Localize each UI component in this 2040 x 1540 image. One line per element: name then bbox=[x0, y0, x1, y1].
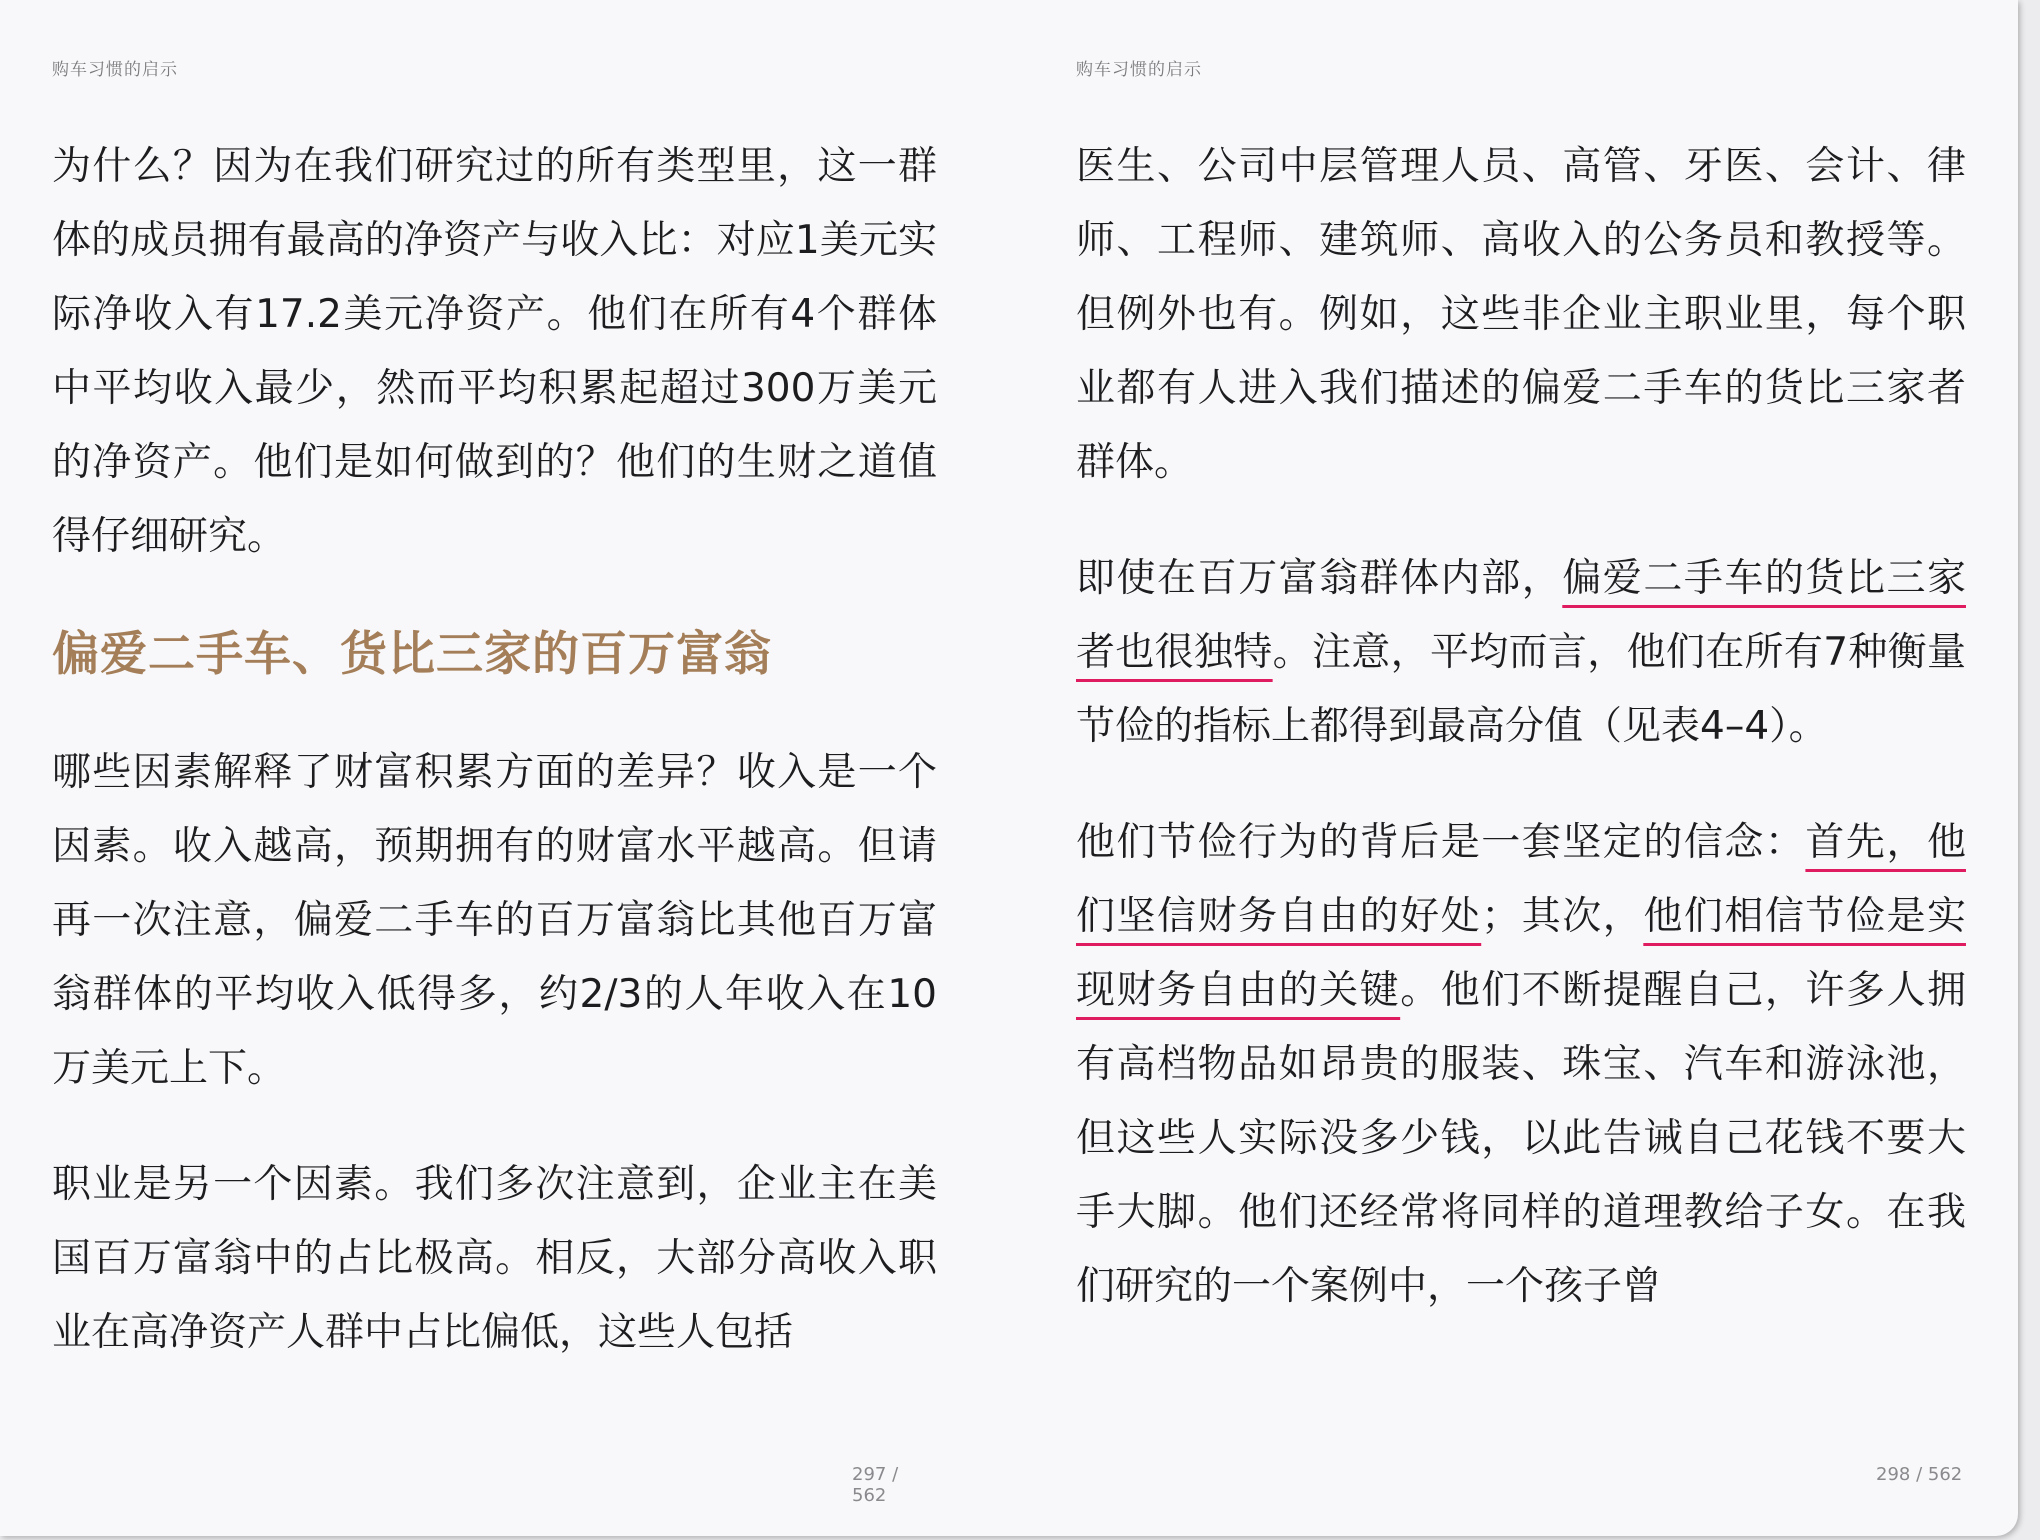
highlight-underline[interactable]: 首先，他们坚信财务自由的好处 bbox=[1076, 820, 1966, 939]
page-number: 298 / 562 bbox=[1876, 1464, 1963, 1485]
text-run: 即使在百万富翁群体内部， bbox=[1076, 556, 1563, 601]
paragraph[interactable] bbox=[1076, 542, 1966, 764]
text-run: 。注意，平均而言，他们在所有7种衡量节俭的指标上都得到最高分值（见表4–4）。 bbox=[1076, 630, 1966, 749]
running-head: 购车习惯的启示 bbox=[1076, 60, 1202, 80]
text-run: 。他们不断提醒自己，许多人拥有高档物品如昂贵的服装、珠宝、汽车和游泳池，但这些人实际没多少钱，以此告诫自己花钱不要大手大脚。他们还经常将同样的道理教给子女。在我们研究的一个案例中，一个孩子曾 bbox=[1076, 968, 1966, 1309]
page-body bbox=[1076, 130, 1966, 1324]
section-heading: 偏爱二手车、货比三家的百万富翁 bbox=[52, 627, 772, 682]
page-number: 297 / 562 bbox=[852, 1464, 899, 1506]
highlight-underline[interactable]: 他们相信节俭是实现财务自由的关键 bbox=[1076, 894, 1966, 1013]
paragraph[interactable]: 职业是另一个因素。我们多次注意到，企业主在美国百万富翁中的占比极高。相反，大部分高收入职业在高净资产人群中占比偏低，这些人包括 bbox=[52, 1162, 937, 1355]
paragraph[interactable]: 医生、公司中层管理人员、高管、牙医、会计、律师、工程师、建筑师、高收入的公务员和教授等。但例外也有。例如，这些非企业主职业里，每个职业都有人进入我们描述的偏爱二手车的货比三家者群体。 bbox=[1076, 144, 1966, 485]
page-body bbox=[52, 130, 937, 1370]
text-run: 他们节俭行为的背后是一套坚定的信念： bbox=[1076, 820, 1806, 865]
running-head: 购车习惯的启示 bbox=[52, 60, 178, 80]
paragraph[interactable]: 为什么？因为在我们研究过的所有类型里，这一群体的成员拥有最高的净资产与收入比：对应1美元实际净收入有17.2美元净资产。他们在所有4个群体中平均收入最少，然而平均积累起超过300万美元的净资产。他们是如何做到的？他们的生财之道值得仔细研究。 bbox=[52, 144, 937, 559]
paragraph[interactable]: 哪些因素解释了财富积累方面的差异？收入是一个因素。收入越高，预期拥有的财富水平越高。但请再一次注意，偏爱二手车的百万富翁比其他百万富翁群体的平均收入低得多，约2/3的人年收入在10万美元上下。 bbox=[52, 750, 937, 1091]
text-run: ；其次， bbox=[1481, 894, 1644, 939]
highlight-underline[interactable]: 偏爱二手车的货比三家者也很独特 bbox=[1076, 556, 1966, 675]
paragraph[interactable] bbox=[1076, 806, 1966, 1324]
left-page[interactable] bbox=[52, 0, 937, 1536]
right-page[interactable] bbox=[1076, 0, 1966, 1536]
